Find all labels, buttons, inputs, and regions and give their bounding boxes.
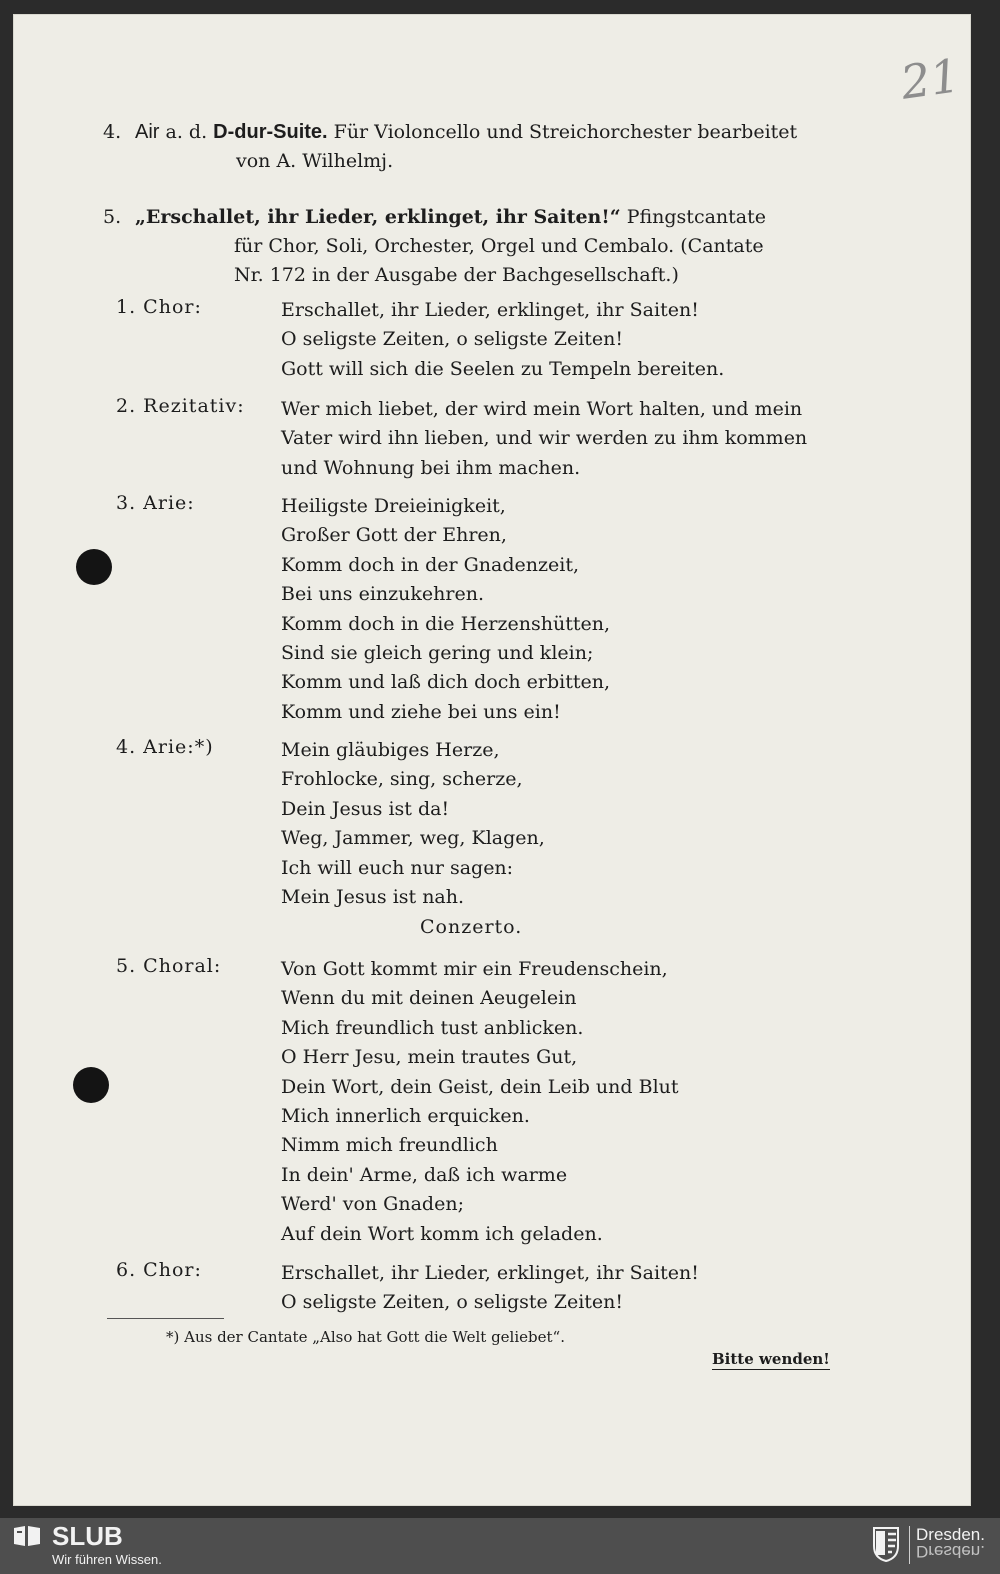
text-line: Mich innerlich erquicken. bbox=[281, 1104, 530, 1127]
text-line: Dein Wort, dein Geist, dein Leib und Blut bbox=[281, 1075, 679, 1098]
text-line: O seligste Zeiten, o seligste Zeiten! bbox=[281, 1291, 624, 1314]
text-line: Weg, Jammer, weg, Klagen, bbox=[281, 827, 545, 850]
item-description: Pfingstcantate bbox=[626, 206, 766, 228]
movement-label: 1. Chor: bbox=[116, 296, 202, 318]
text-line: O seligste Zeiten, o seligste Zeiten! bbox=[281, 328, 624, 351]
text-line: Frohlocke, sing, scherze, bbox=[281, 768, 523, 791]
dresden-crest-icon bbox=[872, 1526, 900, 1562]
item-description-line3: Nr. 172 in der Ausgabe der Bachgesellschaft.) bbox=[234, 264, 679, 286]
item-description-cont: von A. Wilhelmj. bbox=[236, 150, 394, 172]
text-line: Nimm mich freundlich bbox=[281, 1134, 498, 1157]
text-line: O Herr Jesu, mein trautes Gut, bbox=[281, 1046, 578, 1069]
text-line: Wer mich liebet, der wird mein Wort halten, und mein bbox=[281, 398, 803, 420]
concerto-label: Conzerto. bbox=[420, 916, 523, 938]
please-turn-note: Bitte wenden! bbox=[712, 1350, 830, 1368]
punch-hole-top bbox=[76, 549, 112, 585]
footnote-rule bbox=[107, 1318, 224, 1319]
movement-label: 6. Chor: bbox=[116, 1259, 202, 1281]
footer-city-logo[interactable]: Dresden. bbox=[916, 1525, 985, 1544]
movement-label: 4. Arie:*) bbox=[116, 736, 214, 758]
text-line: Erschallet, ihr Lieder, erklinget, ihr Saiten! bbox=[281, 299, 699, 321]
text-line: Komm doch in der Gnadenzeit, bbox=[281, 553, 579, 576]
text-line: Komm und laß dich doch erbitten, bbox=[281, 671, 611, 694]
item-title-suite: D-dur-Suite. bbox=[213, 121, 328, 143]
text-line: und Wohnung bei ihm machen. bbox=[281, 456, 581, 479]
text-line: Mich freundlich tust anblicken. bbox=[281, 1016, 584, 1039]
text-line: Vater wird ihn lieben, und wir werden zu ihm kommen bbox=[281, 427, 808, 450]
slub-book-icon bbox=[12, 1524, 42, 1548]
item-number: 5. bbox=[103, 206, 122, 228]
movement-label: 3. Arie: bbox=[116, 492, 195, 514]
text-line: Komm doch in die Herzenshütten, bbox=[281, 612, 610, 635]
text-line: Sind sie gleich gering und klein; bbox=[281, 641, 594, 664]
footer-brand[interactable]: SLUB bbox=[52, 1521, 123, 1551]
movement-label: 5. Choral: bbox=[116, 955, 222, 977]
item-title-ad: a. d. bbox=[165, 121, 208, 143]
movement-label: 2. Rezitativ: bbox=[116, 395, 245, 417]
text-line: In dein' Arme, daß ich warme bbox=[281, 1163, 568, 1186]
text-line: Komm und ziehe bei uns ein! bbox=[281, 700, 561, 723]
footnote: *) Aus der Cantate „Also hat Gott die Welt geliebet“. bbox=[166, 1328, 565, 1346]
text-line: Mein Jesus ist nah. bbox=[281, 885, 465, 908]
text-line: Auf dein Wort komm ich geladen. bbox=[281, 1222, 603, 1245]
text-line: Mein gläubiges Herze, bbox=[281, 739, 500, 761]
text-line: Bei uns einzukehren. bbox=[281, 583, 484, 606]
item-description: Für Violoncello und Streichorchester bearbeitet bbox=[333, 121, 798, 143]
text-line: Ich will euch nur sagen: bbox=[281, 856, 514, 879]
item-description-line2: für Chor, Soli, Orchester, Orgel und Cembalo. (Cantate bbox=[234, 235, 764, 257]
item-number: 4. bbox=[103, 121, 122, 143]
text-line: Werd' von Gnaden; bbox=[281, 1193, 464, 1216]
text-line: Wenn du mit deinen Aeugelein bbox=[281, 987, 577, 1010]
footer-tagline: Wir führen Wissen. bbox=[52, 1552, 162, 1567]
text-line: Von Gott kommt mir ein Freudenschein, bbox=[281, 958, 668, 980]
item-title: „Erschallet, ihr Lieder, erklinget, ihr Saiten!“ bbox=[135, 206, 621, 228]
punch-hole-bottom bbox=[73, 1067, 109, 1103]
text-line: Dein Jesus ist da! bbox=[281, 797, 450, 820]
text-line: Heiligste Dreieinigkeit, bbox=[281, 495, 506, 517]
text-line: Erschallet, ihr Lieder, erklinget, ihr Saiten! bbox=[281, 1262, 699, 1284]
item-title-air: Air bbox=[135, 121, 160, 143]
viewer-footer bbox=[0, 1518, 1000, 1574]
handwritten-page-number: 21 bbox=[897, 48, 964, 110]
program-item-5 bbox=[103, 203, 873, 290]
footer-city-reflection: Dresden. bbox=[916, 1542, 985, 1561]
program-item-4 bbox=[103, 118, 873, 176]
text-line: Großer Gott der Ehren, bbox=[281, 524, 507, 547]
footer-divider bbox=[909, 1526, 910, 1564]
text-line: Gott will sich die Seelen zu Tempeln bereiten. bbox=[281, 357, 725, 380]
